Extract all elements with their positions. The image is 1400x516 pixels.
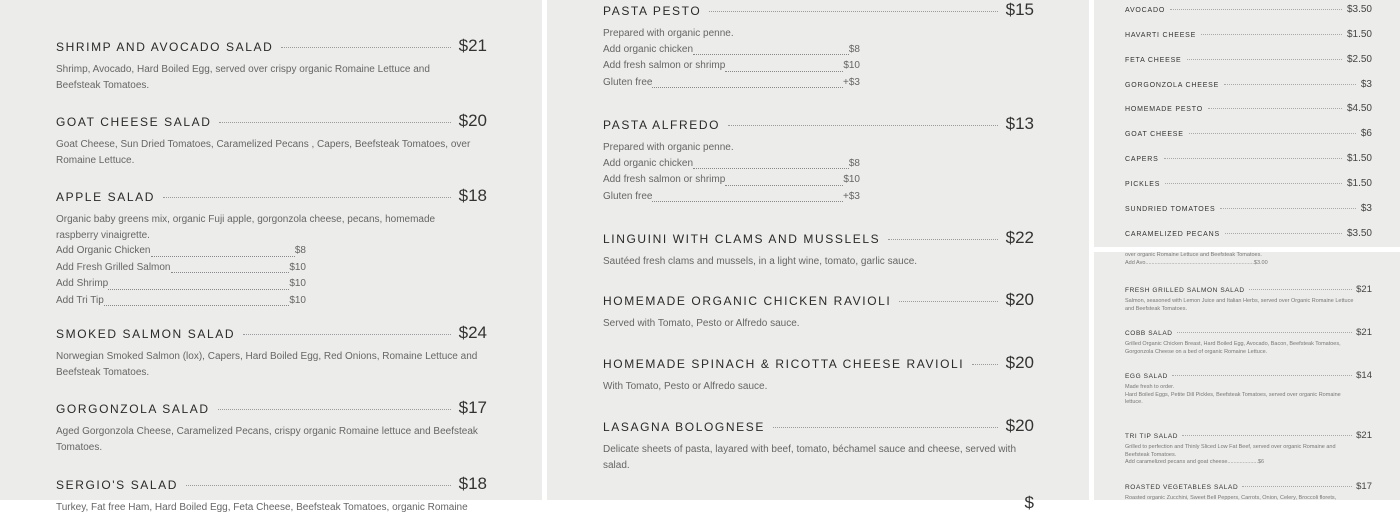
menu-item-header xyxy=(56,36,487,56)
menu-item-price: $17 xyxy=(1356,481,1372,492)
menu-item-price: $ xyxy=(1024,493,1034,512)
dot-leader xyxy=(1177,332,1353,333)
description-line: salad. xyxy=(603,459,630,471)
addon-item-name: GOAT CHEESE xyxy=(1125,131,1184,138)
menu-item-description xyxy=(1125,384,1372,407)
description-line: Shrimp, Avocado, Hard Boiled Egg, served over crispy organic Romaine Lettuce and xyxy=(56,64,430,75)
menu-item-header xyxy=(56,111,487,131)
addon-item xyxy=(1125,128,1372,139)
menu-item-name: SERGIO'S SALAD xyxy=(56,478,179,492)
addon-line xyxy=(603,75,1034,92)
menu-item-name: EGG SALAD xyxy=(1125,373,1168,380)
menu-item xyxy=(603,228,1034,270)
menu-item-name: ROASTED VEGETABLES SALAD xyxy=(1125,484,1239,491)
description-line: Norwegian Smoked Salmon (lox), Capers, Hard Boiled Egg, Red Onions, Romaine Lettuce and xyxy=(56,351,478,362)
dot-leader xyxy=(1220,208,1355,209)
dot-leader xyxy=(693,153,849,170)
menu-item-name: FRESH GRILLED SALMON SALAD xyxy=(1125,287,1245,294)
addon-item-price: $6 xyxy=(1360,128,1372,139)
menu-item xyxy=(603,0,1034,91)
addon-item-name: HOMEMADE PESTO xyxy=(1125,106,1203,113)
description-line: Add Avo.......................................................................$3.00 xyxy=(1125,259,1268,266)
menu-item-price: $18 xyxy=(458,474,487,493)
description-line: Romaine Lettuce. xyxy=(56,154,135,166)
salad-menu-panel-small xyxy=(1094,252,1400,500)
menu-item xyxy=(603,290,1034,332)
description-line: Beefsteak Tomatoes. xyxy=(1125,451,1177,458)
menu-item xyxy=(56,111,487,168)
addon-item xyxy=(1125,178,1372,189)
menu-item-header xyxy=(603,290,1034,310)
menu-item-description xyxy=(56,500,487,516)
description-line: over organic Romaine Lettuce and Beefsteak Tomatoes. xyxy=(1125,252,1262,258)
dot-leader xyxy=(1170,9,1342,10)
menu-item-header xyxy=(603,228,1034,248)
addon-item xyxy=(1125,29,1372,40)
description-line: Add caramelized pecans and goat cheese....................$6 xyxy=(1125,459,1265,465)
menu-item-header xyxy=(1125,481,1372,492)
description-line: and Beefsteak Tomatoes. xyxy=(1125,305,1187,312)
addon-item-name: FETA CHEESE xyxy=(1125,57,1182,64)
description-line: Beefsteak Tomatoes. xyxy=(56,79,150,91)
addon-item xyxy=(1125,79,1372,90)
menu-item-price: $20 xyxy=(1005,290,1034,309)
dot-leader xyxy=(1172,375,1352,376)
description-line: Salmon, seasoned with Lemon Juice and Italian Herbs, served over Organic Romaine Lettuce xyxy=(1125,298,1354,304)
menu-item xyxy=(56,36,487,93)
addon-item-price: $3.50 xyxy=(1346,228,1372,239)
dot-leader xyxy=(104,290,290,307)
menu-item-price: $20 xyxy=(458,111,487,130)
menu-item-name: PASTA ALFREDO xyxy=(603,118,721,132)
menu-item-price: $13 xyxy=(1005,114,1034,133)
menu-item xyxy=(56,474,487,516)
addon-line xyxy=(603,189,1034,206)
menu-item-header xyxy=(1125,430,1372,441)
description-line: Sautéed fresh clams and mussels, in a light wine, tomato, garlic sauce. xyxy=(603,256,918,267)
addon-item-price: $1.50 xyxy=(1346,178,1372,189)
menu-item-description xyxy=(1125,252,1372,267)
addon-price: +$3 xyxy=(843,76,860,88)
addon-item-name: PICKLES xyxy=(1125,181,1161,188)
menu-item-description xyxy=(603,442,1034,473)
menu-item-price: $20 xyxy=(1005,416,1034,435)
menu-item-price: $21 xyxy=(1356,430,1372,441)
addon-price: $8 xyxy=(294,245,306,256)
menu-item xyxy=(56,323,487,380)
description-line: Beefsteak Tomatoes. xyxy=(56,366,150,378)
menu-item-name: APPLE SALAD xyxy=(56,190,155,204)
menu-item-price: $21 xyxy=(1356,284,1372,295)
menu-item-price: $21 xyxy=(458,36,487,55)
menu-item-price: $15 xyxy=(1005,0,1034,19)
addon-item xyxy=(1125,4,1372,15)
dot-leader xyxy=(163,197,451,198)
dot-leader xyxy=(1165,183,1342,184)
description-line: Prepared with organic penne. xyxy=(603,142,734,153)
menu-item-price: $21 xyxy=(1356,327,1372,338)
description-line: Served with Tomato, Pesto or Alfredo sauce. xyxy=(603,318,800,329)
addon-item xyxy=(1125,228,1372,239)
dot-leader xyxy=(725,169,843,186)
addon-label: Add organic chicken xyxy=(603,157,694,169)
addon-price: +$3 xyxy=(843,190,860,202)
menu-item-header xyxy=(56,323,487,343)
menu-item-name: LINGUINI WITH CLAMS AND MUSSLELS xyxy=(603,232,881,246)
menu-item xyxy=(1125,284,1372,313)
addon-item xyxy=(1125,103,1372,114)
menu-item-description xyxy=(603,316,1034,332)
addon-label: Add fresh salmon or shrimp xyxy=(603,174,726,185)
dot-leader xyxy=(171,257,290,274)
menu-item xyxy=(56,186,487,309)
dot-leader xyxy=(243,334,451,335)
addon-price: $10 xyxy=(843,174,860,185)
menu-item-header xyxy=(1125,327,1372,338)
dot-leader xyxy=(1249,289,1353,290)
addon-item-name: HAVARTI CHEESE xyxy=(1125,32,1197,39)
dot-leader xyxy=(728,125,998,126)
menu-item xyxy=(1125,327,1372,356)
dot-leader xyxy=(709,11,997,12)
addon-item-price: $4.50 xyxy=(1346,103,1372,114)
menu-item xyxy=(603,416,1034,473)
dot-leader xyxy=(1225,233,1342,234)
menu-item-header xyxy=(603,353,1034,373)
menu-item-header xyxy=(56,474,487,494)
description-line: Tomatoes. xyxy=(56,441,103,453)
addon-item-name: CARAMELIZED PECANS xyxy=(1125,231,1220,238)
dot-leader xyxy=(1208,108,1342,109)
addon-label: Gluten free xyxy=(603,76,653,88)
description-line: Goat Cheese, Sun Dried Tomatoes, Caramelized Pecans , Capers, Beefsteak Tomatoes, over xyxy=(56,139,471,150)
description-line: raspberry vinaigrette. xyxy=(56,229,150,241)
addon-label: Add organic chicken xyxy=(603,43,694,55)
addon-item xyxy=(1125,203,1372,214)
dot-leader xyxy=(281,47,450,48)
menu-item-name: LASAGNA BOLOGNESE xyxy=(603,420,765,434)
menu-item-description xyxy=(56,62,487,93)
addon-price: $10 xyxy=(289,294,306,306)
cut-off-description xyxy=(1125,252,1372,267)
dot-leader xyxy=(1187,59,1342,60)
menu-item-description xyxy=(603,379,1034,395)
description-line: Aged Gorgonzola Cheese, Caramelized Pecans, crispy organic Romaine lettuce and Beefsteak xyxy=(56,426,478,437)
menu-item-price: $17 xyxy=(458,398,487,417)
menu-item-header xyxy=(603,493,1034,513)
salad-menu-panel xyxy=(0,0,542,513)
menu-item-name: TRI TIP SALAD xyxy=(1125,433,1179,440)
description-line: Organic baby greens mix, organic Fuji apple, gorgonzola cheese, pecans, homemade xyxy=(56,214,436,225)
description-line: Turkey, Fat free Ham, Hard Boiled Egg, Feta Cheese, Beefsteak Tomatoes, organic Romaine xyxy=(56,502,468,513)
dot-leader xyxy=(888,239,997,240)
menu-item-name: HOMEMADE ORGANIC CHICKEN RAVIOLI xyxy=(603,294,892,308)
description-line: Grilled Organic Chicken Breast, Hard Boiled Egg, Avocado, Bacon, Beefsteak Tomatoes, xyxy=(1125,341,1341,347)
addons-menu-panel xyxy=(1094,0,1400,247)
menu-item-name: GOAT CHEESE SALAD xyxy=(56,115,212,129)
dot-leader xyxy=(108,273,289,290)
addon-item xyxy=(1125,153,1372,164)
addon-line xyxy=(56,293,487,310)
menu-item xyxy=(1125,481,1372,503)
menu-item xyxy=(56,398,487,455)
addon-price: $10 xyxy=(843,60,860,71)
addon-item-name: SUNDRIED TOMATOES xyxy=(1125,206,1216,213)
menu-item-description xyxy=(1125,341,1372,356)
menu-item-description xyxy=(1125,298,1372,313)
menu-item-header xyxy=(56,398,487,418)
addon-price: $10 xyxy=(289,261,306,273)
dot-leader xyxy=(972,364,997,365)
menu-item-header xyxy=(1125,284,1372,295)
description-line: With Tomato, Pesto or Alfredo sauce. xyxy=(603,381,768,392)
menu-item-name: GORGONZOLA SALAD xyxy=(56,402,210,416)
description-line: Made fresh to order. xyxy=(1125,384,1175,390)
dot-leader xyxy=(725,55,843,72)
dot-leader xyxy=(1164,158,1342,159)
addon-item-price: $3.50 xyxy=(1346,4,1372,15)
menu-item-name: SMOKED SALMON SALAD xyxy=(56,327,236,341)
addon-item xyxy=(1125,54,1372,65)
addon-label: Add fresh salmon or shrimp xyxy=(603,60,726,71)
menu-item-description xyxy=(56,212,487,243)
dot-leader xyxy=(652,186,843,203)
menu-item-name: COBB SALAD xyxy=(1125,330,1173,337)
dot-leader xyxy=(773,427,998,428)
menu-item-description xyxy=(1125,495,1372,503)
description-line: Roasted organic Zucchini, Sweet Bell Peppers, Carrots, Onion, Celery, Broccoli florets, xyxy=(1125,495,1337,501)
dot-leader xyxy=(1242,486,1352,487)
menu-item-header xyxy=(603,0,1034,20)
menu-item-description xyxy=(56,137,487,168)
addon-item-name: AVOCADO xyxy=(1125,7,1166,14)
menu-item-header xyxy=(603,416,1034,436)
addon-label: Add Shrimp xyxy=(56,278,109,289)
menu-item-name: HOMEMADE SPINACH & RICOTTA CHEESE RAVIOLI xyxy=(603,357,965,371)
description-line: lettuce. xyxy=(1125,399,1143,405)
menu-item-description xyxy=(56,349,487,380)
menu-item-description xyxy=(56,424,487,455)
addon-label: Gluten free xyxy=(603,190,653,202)
addon-label: Add Tri Tip xyxy=(56,294,104,306)
menu-item xyxy=(603,493,1034,513)
dot-leader xyxy=(652,72,843,89)
description-line: Delicate sheets of pasta, layared with beef, tomato, béchamel sauce and cheese, served with xyxy=(603,444,1017,455)
dot-leader xyxy=(899,301,997,302)
pasta-menu-panel xyxy=(547,0,1089,512)
menu-item xyxy=(1125,430,1372,467)
menu-item-name: PASTA PESTO xyxy=(603,4,702,18)
addon-item-name: GORGONZOLA CHEESE xyxy=(1125,82,1220,89)
dot-leader xyxy=(151,240,295,257)
menu-item xyxy=(603,353,1034,395)
description-line: Grilled to perfection and Thinly Sliced Low Fat Beef, served over organic Romaine and xyxy=(1125,444,1336,450)
menu-item-price: $14 xyxy=(1356,370,1372,381)
addon-price: $8 xyxy=(848,43,860,55)
dot-leader xyxy=(693,39,849,56)
addon-label: Add Organic Chicken xyxy=(56,245,151,256)
menu-item xyxy=(1125,370,1372,407)
dot-leader xyxy=(1189,133,1356,134)
menu-item xyxy=(603,114,1034,205)
addon-item-price: $2.50 xyxy=(1346,54,1372,65)
addon-price: $10 xyxy=(289,278,306,289)
addon-item-price: $3 xyxy=(1360,79,1372,90)
menu-item-description xyxy=(603,254,1034,270)
dot-leader xyxy=(186,485,451,486)
menu-item-header xyxy=(56,186,487,206)
menu-item-header xyxy=(1125,370,1372,381)
dot-leader xyxy=(219,122,450,123)
menu-item-price: $18 xyxy=(458,186,487,205)
addon-item-price: $1.50 xyxy=(1346,153,1372,164)
addon-item-name: CAPERS xyxy=(1125,156,1159,163)
addon-item-price: $3 xyxy=(1360,203,1372,214)
dot-leader xyxy=(1224,84,1356,85)
dot-leader xyxy=(1182,435,1352,436)
description-line: Prepared with organic penne. xyxy=(603,28,734,39)
menu-item-price: $22 xyxy=(1005,228,1034,247)
addon-item-price: $1.50 xyxy=(1346,29,1372,40)
dot-leader xyxy=(1201,34,1342,35)
menu-item-name: SHRIMP AND AVOCADO SALAD xyxy=(56,40,274,54)
addon-label: Add Fresh Grilled Salmon xyxy=(56,261,171,273)
menu-item-description xyxy=(1125,444,1372,467)
description-line: Gorgonzola Cheese on a bed of organic Romaine Lettuce. xyxy=(1125,348,1268,355)
description-line: Hard Boiled Eggs, Petite Dill Pickles, Beefsteak Tomatoes, served over organic Romaine xyxy=(1125,391,1341,398)
dot-leader xyxy=(218,409,451,410)
menu-item-header xyxy=(603,114,1034,134)
menu-item-price: $20 xyxy=(1005,353,1034,372)
addon-price: $8 xyxy=(848,157,860,169)
menu-item-price: $24 xyxy=(458,323,487,342)
